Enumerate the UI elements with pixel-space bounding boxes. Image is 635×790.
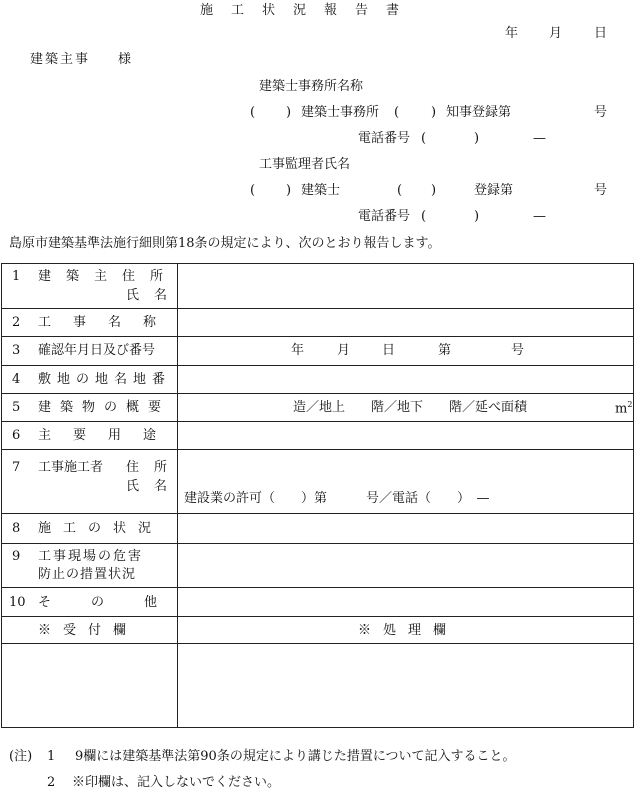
notes-prefix: (注) [9,749,33,764]
date-year: 年 [505,26,519,41]
report-form-table [1,263,634,728]
processing-header-cell [178,617,634,644]
row-8-value[interactable] [178,514,634,544]
row-8 [2,514,634,544]
row-1 [2,264,634,309]
footer-body-row [2,644,634,728]
row-7-address-label: 住所 [126,460,183,475]
row-1-number: 1 [12,269,21,284]
row-3-year: 年 [291,343,305,358]
office-phone-label: 電話番号 [358,131,411,146]
row-7-name-label: 氏名 [126,479,183,494]
row-7-label: 工事施工者 [38,460,104,475]
supervisor-paren-close-2: ) [431,183,437,198]
row-6-value[interactable] [178,422,634,450]
row-5-unit-superscript: 2 [627,400,633,409]
note-1-text: 9欄には建築基準法第90条の規定により講じた措置について記入すること。 [75,749,516,764]
row-10-number: 10 [9,595,26,610]
row-9-label-cell [2,544,178,588]
date-month: 月 [549,26,563,41]
row-2-value[interactable] [178,309,634,337]
note-2-number: 2 [47,775,56,790]
office-label: 建築士事務所 [301,105,380,120]
reception-label: ※受付欄 [38,623,139,638]
row-10 [2,588,634,617]
date-day: 日 [594,26,608,41]
row-3-day: 日 [382,343,396,358]
supervisor-phone-paren-open: ( [421,209,427,224]
row-9 [2,544,634,588]
row-3-month: 月 [337,343,351,358]
row-6-label: 主要用途 [38,428,179,443]
row-2-number: 2 [12,315,21,330]
processing-label: ※処理欄 [358,623,459,638]
row-2 [2,309,634,337]
row-4-label: 敷地の地名地番 [38,372,172,387]
row-3-number: 3 [12,343,21,358]
row-3-dai: 第 [438,343,452,358]
row-5-summary: 造／地上 階／地下 階／延べ面積 [293,400,528,415]
footer-header-row [2,617,634,644]
row-2-label: 工事名称 [38,315,179,330]
reception-header-cell [2,617,178,644]
supervisor-phone-label: 電話番号 [358,209,411,224]
architect-label: 建築士 [301,183,341,198]
row-5-label-cell [2,394,178,422]
row-3-go: 号 [511,343,525,358]
supervisor-paren-open-1: ( [250,183,256,198]
row-1-label: 建築主住所 [38,269,179,284]
row-10-value[interactable] [178,588,634,617]
office-paren-close-2: ) [431,105,437,120]
row-5 [2,394,634,422]
row-1-label-cell [2,264,183,309]
row-3-value[interactable] [178,337,634,366]
office-phone-paren-open: ( [421,131,427,146]
row-5-value[interactable] [178,394,634,422]
page-title: 施工状況報告書 [200,3,418,18]
row-9-label-line-2: 防止の措置状況 [38,567,137,582]
row-8-number: 8 [12,521,21,536]
row-7 [2,450,634,514]
row-7-permit-line: 建設業の許可（ ）第 号／電話（ ） — [184,491,490,506]
supervisor-paren-close-1: ) [286,183,292,198]
addressee: 建築主事 [30,52,91,67]
supervisor-phone-paren-close: ) [474,209,480,224]
row-3 [2,337,634,366]
row-5-number: 5 [12,400,21,415]
row-2-label-cell [2,309,178,337]
row-8-label-cell [2,514,178,544]
office-paren-open-2: ( [394,105,400,120]
supervisor-phone-dash: — [533,209,546,224]
row-6 [2,422,634,450]
honorific: 様 [118,52,132,67]
office-number-suffix: 号 [594,105,608,120]
row-6-number: 6 [12,428,21,443]
supervisor-paren-open-2: ( [397,183,403,198]
intro-statement: 島原市建築基準法施行細則第18条の規定により、次のとおり報告します。 [9,236,441,251]
row-10-label: その他 [38,595,198,610]
row-9-number: 9 [12,549,21,564]
processing-body-cell[interactable] [178,644,634,728]
row-7-value[interactable] [178,450,634,514]
supervisor-number-suffix: 号 [594,183,608,198]
supervisor-registration-label: 登録第 [474,183,514,198]
note-1-number: 1 [47,749,56,764]
row-4-value[interactable] [178,366,634,394]
row-5-unit-base: m [615,401,628,417]
row-7-number: 7 [12,460,21,475]
office-paren-open-1: ( [250,105,256,120]
row-3-label: 確認年月日及び番号 [38,343,156,358]
row-4-label-cell [2,366,178,394]
supervisor-name-label: 工事監理者氏名 [259,157,351,172]
row-4 [2,366,634,394]
row-7-label-cell [2,450,183,514]
note-2-text: ※印欄は、記入しないでください。 [72,775,281,790]
row-3-label-cell [2,337,178,366]
row-8-label: 施工の状況 [38,521,164,536]
row-5-unit [615,401,632,415]
office-phone-paren-close: ) [474,131,480,146]
row-4-number: 4 [12,372,21,387]
reception-body-cell[interactable] [2,644,178,728]
office-name-label: 建築士事務所名称 [259,79,364,94]
row-5-label: 建築物の概要 [38,400,171,415]
row-9-value[interactable] [178,544,634,588]
office-phone-dash: — [533,131,546,146]
row-1-sub-label: 氏名 [126,288,183,303]
row-9-label-line-1: 工事現場の危害 [38,549,144,564]
office-paren-close-1: ) [286,105,292,120]
row-6-label-cell [2,422,178,450]
row-1-value[interactable] [178,264,634,309]
row-10-label-cell [2,588,198,617]
governor-registration-label: 知事登録第 [446,105,512,120]
